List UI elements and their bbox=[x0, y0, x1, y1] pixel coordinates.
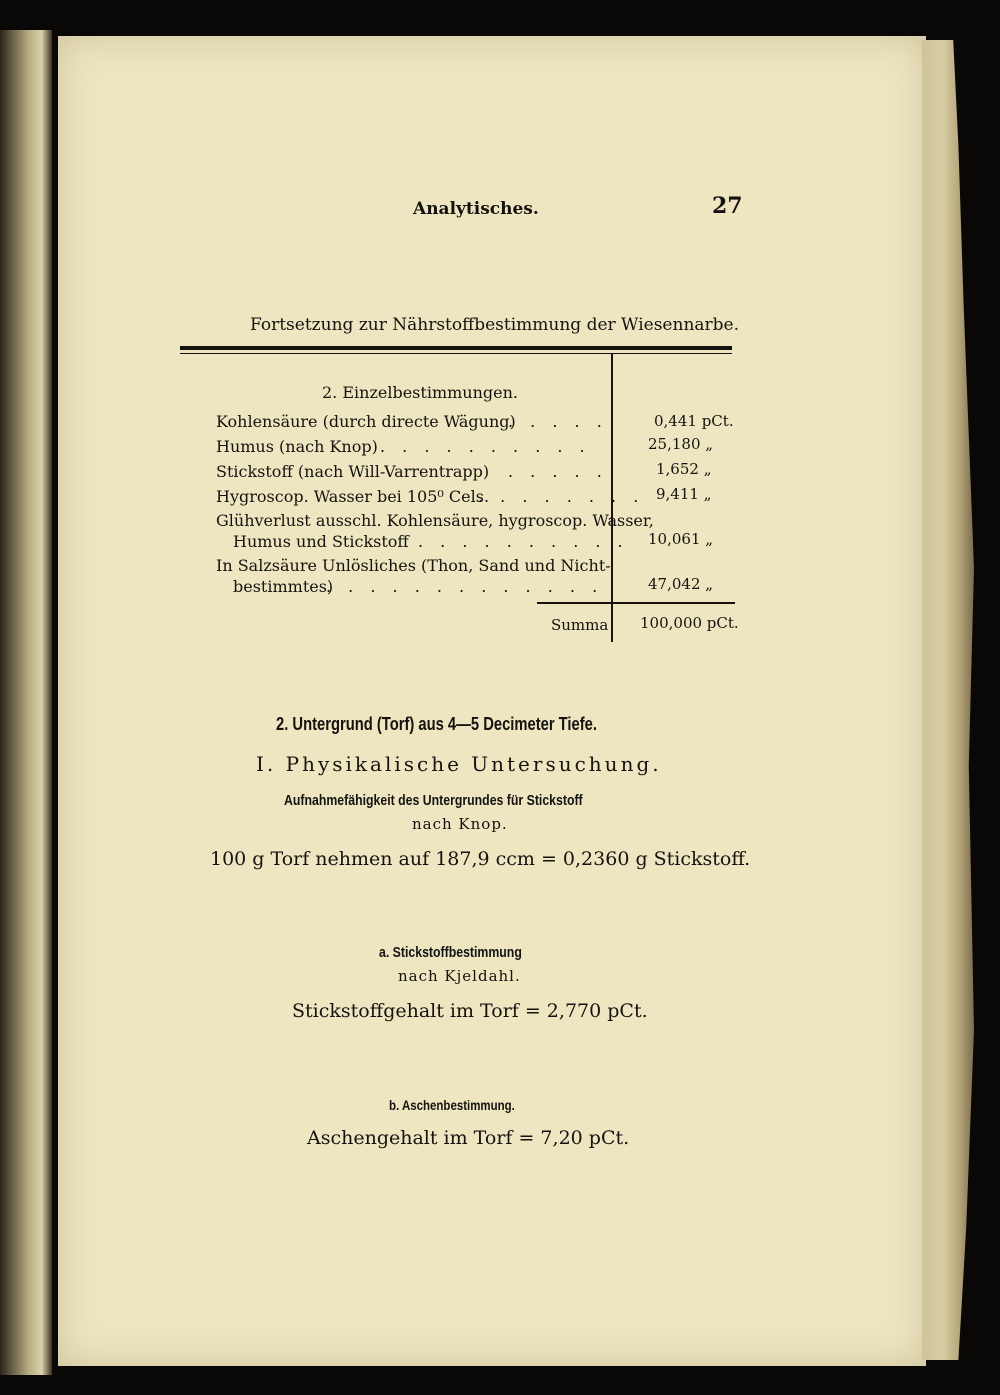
row-leader: . . . . . bbox=[508, 412, 608, 431]
row-value: 47,042 „ bbox=[648, 575, 714, 593]
page-paper bbox=[58, 36, 926, 1366]
row-value: 10,061 „ bbox=[648, 530, 714, 548]
row-leader: . . . . . bbox=[508, 462, 608, 481]
page-number: 27 bbox=[712, 193, 743, 219]
table-top-rule-thin bbox=[180, 353, 732, 354]
row-value: 9,411 „ bbox=[656, 485, 712, 503]
sum-label: Summa bbox=[551, 616, 609, 634]
absorption-heading: Aufnahmefähigkeit des Untergrundes für Stickstoff bbox=[284, 792, 583, 809]
row-value: 25,180 „ bbox=[648, 435, 714, 453]
sum-rule bbox=[537, 602, 735, 604]
page-stack-edge bbox=[922, 40, 974, 1360]
physical-analysis-heading: I. Physikalische Untersuchung. bbox=[256, 752, 662, 776]
row-leader: . . . . . . . . bbox=[478, 487, 645, 506]
sum-value: 100,000 pCt. bbox=[640, 614, 739, 632]
row-label: Humus (nach Knop) bbox=[216, 437, 378, 456]
absorption-method: nach Knop. bbox=[412, 815, 508, 833]
subsoil-heading: 2. Untergrund (Torf) aus 4—5 Decimeter Tiefe. bbox=[276, 714, 597, 734]
ash-heading: b. Aschenbestimmung. bbox=[389, 1097, 515, 1113]
nitrogen-heading: a. Stickstoffbestimmung bbox=[379, 944, 522, 961]
row-label: In Salzsäure Unlösliches (Thon, Sand und Nicht- bbox=[216, 556, 611, 575]
running-title: Analytisches. bbox=[413, 199, 539, 219]
row-label: Glühverlust ausschl. Kohlensäure, hygroscop. Wasser, bbox=[216, 511, 654, 530]
row-leader: . . . . . . . . . . bbox=[380, 437, 591, 456]
row-value: 1,652 „ bbox=[656, 460, 712, 478]
row-label: Kohlensäure (durch directe Wägung) bbox=[216, 412, 516, 431]
absorption-result: 100 g Torf nehmen auf 187,9 ccm = 0,2360 g Stickstoff. bbox=[210, 848, 751, 870]
row-label: Hygroscop. Wasser bei 105⁰ Cels. bbox=[216, 487, 490, 506]
row-leader: . . . . . . . . . . bbox=[418, 532, 629, 551]
row-value: 0,441 pCt. bbox=[654, 412, 734, 430]
row-label-continued: Humus und Stickstoff bbox=[233, 532, 409, 551]
nitrogen-result: Stickstoffgehalt im Torf = 2,770 pCt. bbox=[292, 1000, 648, 1022]
row-label-continued: bestimmtes) bbox=[233, 577, 334, 596]
table-section-title: 2. Einzelbestimmungen. bbox=[322, 383, 518, 402]
table-top-rule bbox=[180, 346, 732, 350]
row-label: Stickstoff (nach Will-Varrentrapp) bbox=[216, 462, 490, 481]
table-caption: Fortsetzung zur Nährstoffbestimmung der Wiesennarbe. bbox=[250, 315, 739, 335]
row-leader: . . . . . . . . . . . . . bbox=[326, 577, 604, 596]
left-page-edge bbox=[0, 30, 52, 1375]
nitrogen-method: nach Kjeldahl. bbox=[398, 967, 521, 985]
ash-result: Aschengehalt im Torf = 7,20 pCt. bbox=[307, 1127, 630, 1149]
